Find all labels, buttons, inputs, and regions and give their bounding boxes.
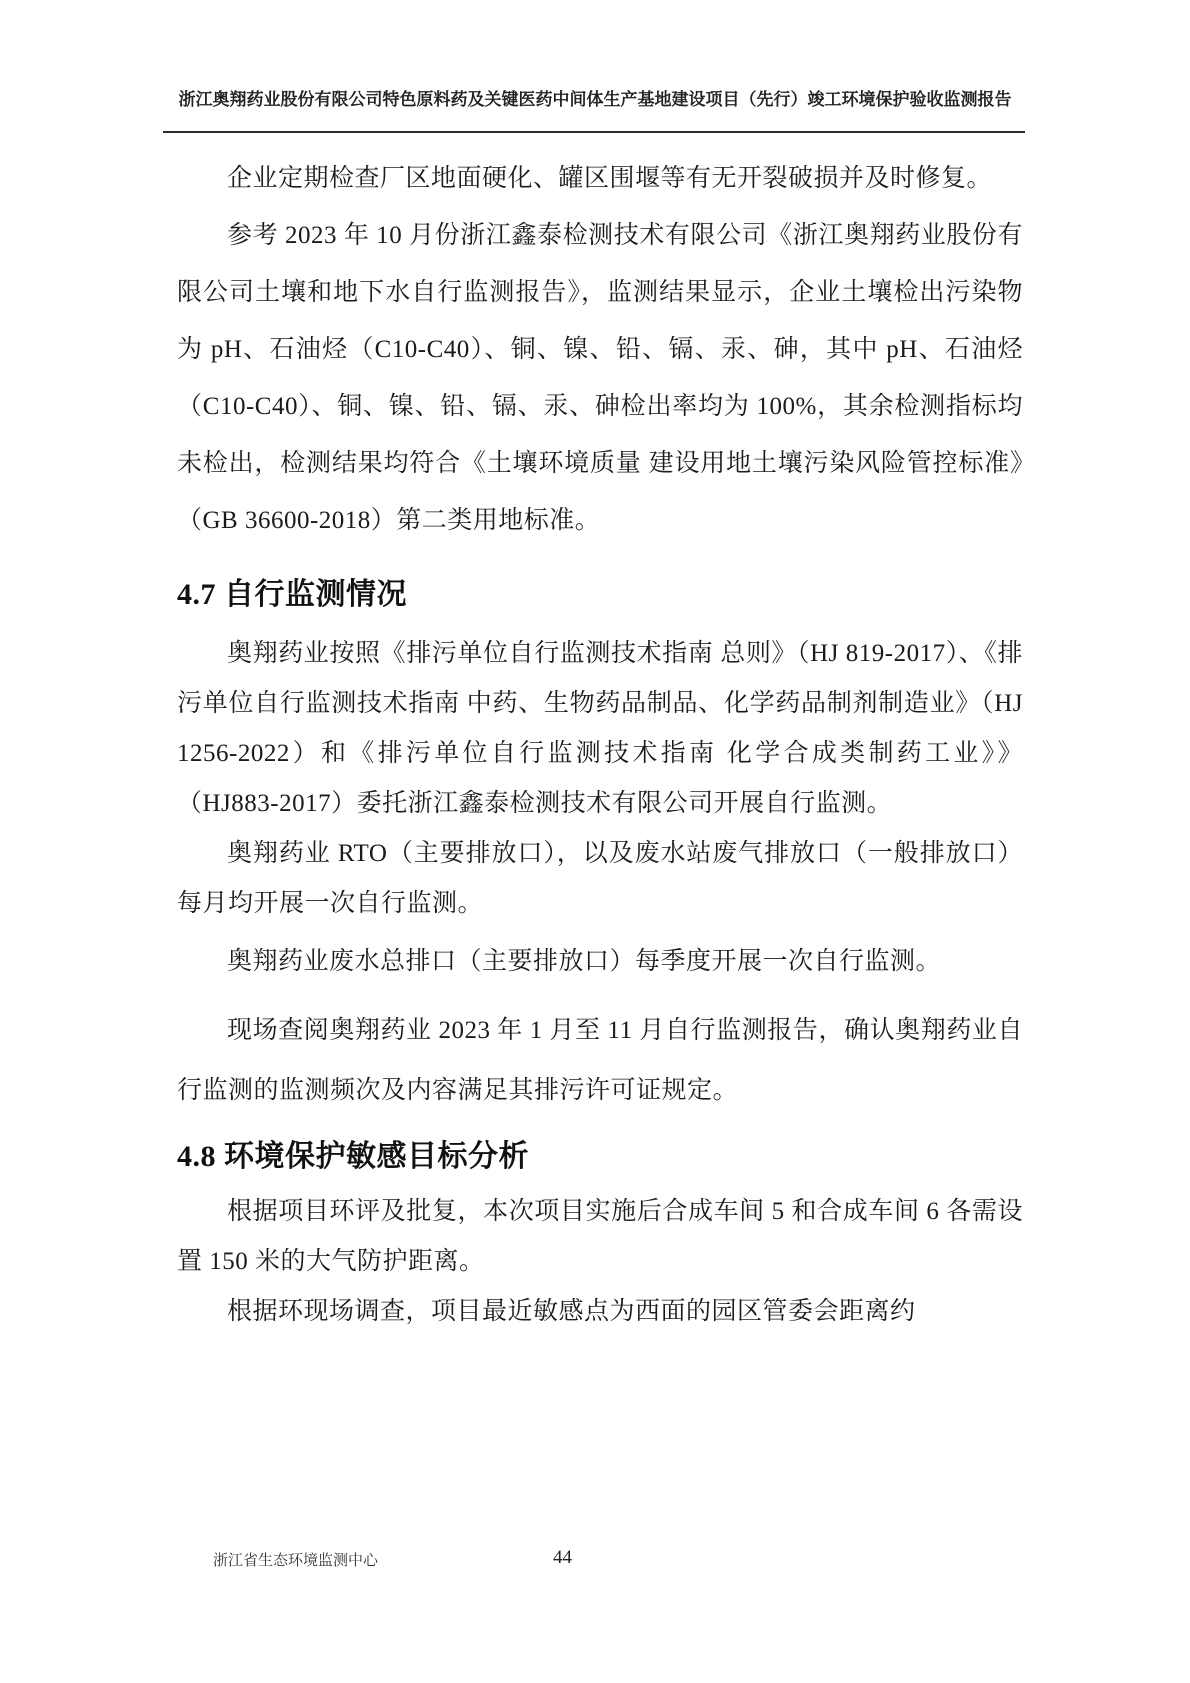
header-divider-line xyxy=(163,131,1025,133)
paragraph-rto-outlet-monitoring: 奥翔药业 RTO（主要排放口），以及废水站废气排放口（一般排放口）每月均开展一次自行监测。 xyxy=(177,840,1023,917)
document-body xyxy=(177,150,1023,1337)
paragraph-site-survey: 根据环现场调查，项目最近敏感点为西面的园区管委会距离约 xyxy=(227,1298,916,1325)
paragraph-repair-inspection: 企业定期检查厂区地面硬化、罐区围堰等有无开裂破损并及时修复。 xyxy=(227,165,993,192)
paragraph-soil-monitoring-results: 参考 2023 年 10 月份浙江鑫泰检测技术有限公司《浙江奥翔药业股份有限公司土壤和地下水自行监测报告》，监测结果显示，企业土壤检出污染物为 pH、石油烃（C10-C40）、铜、镍、铅、镉、汞、砷，其中 pH、石油烃（C10-C40）、铜、镍、铅、镉、汞、砷检出率均为 100%，其余检测指标均未检出，检测结果均符合《土壤环境质量 建设用地土壤污染风险管控标准》（GB 36600-2018）第二类用地标准。 xyxy=(177,222,1023,534)
section-heading-4-8: 4.8 环境保护敏感目标分析 xyxy=(177,1140,529,1173)
paragraph-monitoring-guidelines: 奥翔药业按照《排污单位自行监测技术指南 总则》（HJ 819-2017）、《排污单位自行监测技术指南 中药、生物药品制品、化学药品制剂制造业》（HJ 1256-2022）和《排污单位自行监测技术指南 化学合成类制药工业》》（HJ883-2017）委托浙江鑫泰检测技术有限公司开展自行监测。 xyxy=(177,640,1023,817)
section-heading-4-7: 4.7 自行监测情况 xyxy=(177,578,407,611)
paragraph-monitoring-report-review: 现场查阅奥翔药业 2023 年 1 月至 11 月自行监测报告，确认奥翔药业自行监测的监测频次及内容满足其排污许可证规定。 xyxy=(177,1017,1023,1104)
footer-organization: 浙江省生态环境监测中心 xyxy=(213,1553,379,1569)
paragraph-wastewater-outlet-monitoring: 奥翔药业废水总排口（主要排放口）每季度开展一次自行监测。 xyxy=(227,948,942,975)
footer-page-number: 44 xyxy=(553,1547,572,1568)
page-header-title: 浙江奥翔药业股份有限公司特色原料药及关键医药中间体生产基地建设项目（先行）竣工环境保护验收监测报告 xyxy=(178,90,1012,109)
paragraph-protection-distance: 根据项目环评及批复，本次项目实施后合成车间 5 和合成车间 6 各需设置 150 米的大气防护距离。 xyxy=(177,1198,1023,1275)
